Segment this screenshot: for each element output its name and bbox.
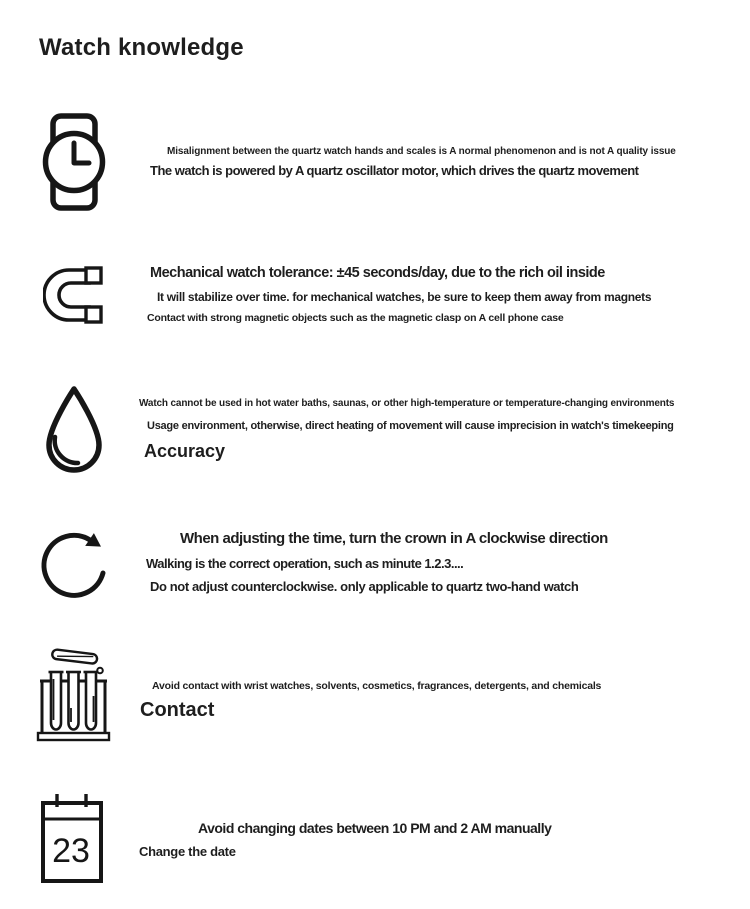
section-4-line-3: Do not adjust counterclockwise. only applicable to quartz two-hand watch xyxy=(150,579,579,594)
section-3-line-3: Accuracy xyxy=(144,441,226,461)
test-tubes-icon xyxy=(36,648,111,743)
section-3-line-1: Watch cannot be used in hot water baths, saunas, or other high-temperature or temperature-changing environments xyxy=(139,398,675,409)
section-1-line-1: Misalignment between the quartz watch hands and scales is A normal phenomenon and is not A quality issue xyxy=(167,146,676,157)
water-drop-icon xyxy=(42,384,106,478)
page-title: Watch knowledge xyxy=(39,34,244,61)
clockwise-arrow-icon xyxy=(40,524,108,604)
section-5-line-2: Contact xyxy=(140,699,215,721)
section-2-line-1: Mechanical watch tolerance: ±45 seconds/day, due to the rich oil inside xyxy=(150,265,605,281)
section-1-line-2: The watch is powered by A quartz oscillator motor, which drives the quartz movement xyxy=(150,163,639,178)
magnet-icon xyxy=(43,266,103,324)
section-4-line-1: When adjusting the time, turn the crown in A clockwise direction xyxy=(180,530,608,547)
section-2-line-3: Contact with strong magnetic objects such as the magnetic clasp on A cell phone case xyxy=(147,312,564,324)
section-4-line-2: Walking is the correct operation, such as minute 1.2.3.... xyxy=(146,556,464,571)
section-6-line-2: Change the date xyxy=(139,844,236,859)
calendar-icon xyxy=(40,792,104,884)
section-3-line-2: Usage environment, otherwise, direct heating of movement will cause imprecision in watch's timekeeping xyxy=(147,420,674,432)
section-6-line-1: Avoid changing dates between 10 PM and 2 AM manually xyxy=(198,820,552,836)
calendar-day-number: 23 xyxy=(52,832,90,870)
section-5-line-1: Avoid contact with wrist watches, solvents, cosmetics, fragrances, detergents, and chemicals xyxy=(152,680,602,692)
watch-icon xyxy=(42,112,106,212)
section-2-line-2: It will stabilize over time. for mechanical watches, be sure to keep them away from magnets xyxy=(157,290,652,304)
